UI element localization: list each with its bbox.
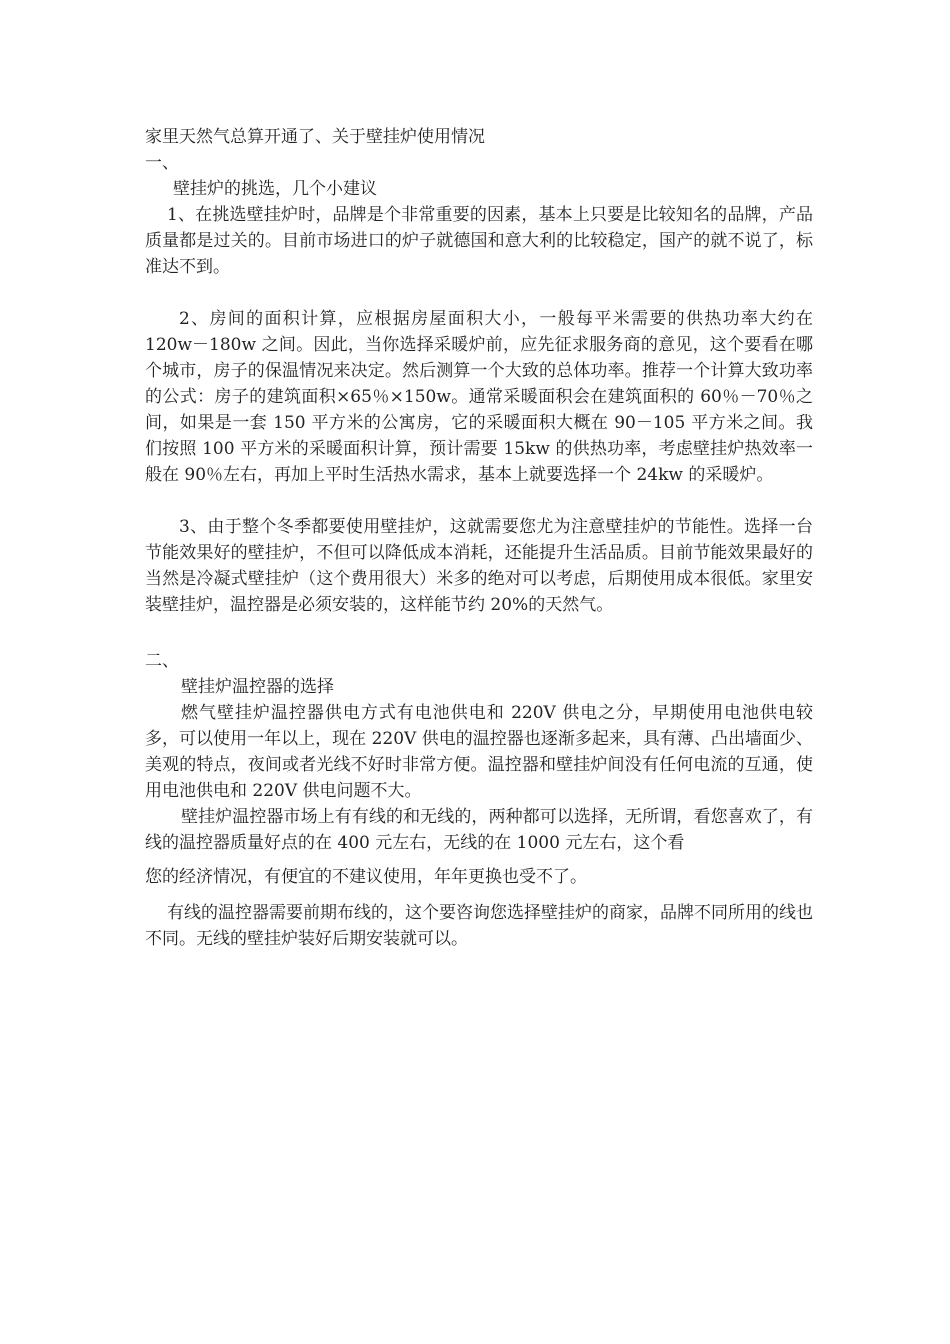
section-1-paragraph-3: 3、由于整个冬季都要使用壁挂炉，这就需要您尤为注意壁挂炉的节能性。选择一台节能效果好的壁挂炉，不但可以降低成本消耗，还能提升生活品质。目前节能效果最好的当然是冷凝式壁挂炉（这个费用很大）米多的绝对可以考虑，后期使用成本很低。家里安装壁挂炉，温控器是必须安装的，这样能节约 20%的天然气。 [145,517,813,615]
section-2-paragraph-2a: 壁挂炉温控器市场上有有线的和无线的，两种都可以选择，无所谓，看您喜欢了，有线的温控器质量好点的在 400 元左右，无线的在 1000 元左右，这个看 [145,807,813,853]
section-1-paragraph-2: 2、房间的面积计算，应根据房屋面积大小，一般每平米需要的供热功率大约在 120w－180w 之间。因此，当你选择采暖炉前，应先征求服务商的意见，这个要看在哪个城市，房子的保温情况来决定。然后测算一个大致的总体功率。推荐一个计算大致功率的公式：房子的建筑面积×65％×150w。通常采暖面积会在建筑面积的 60％－70％之间，如果是一套 150 平方米的公寓房，它的采暖面积大概在 90－105 平方米之间。我们按照 100 平方米的采暖面积计算，预计需要 15kw 的供热功率，考虑壁挂炉热效率一般在 90％左右，再加上平时生活热水需求，基本上就要选择一个 24kw 的采暖炉。 [145,309,813,485]
section-2-paragraph-2b: 您的经济情况，有便宜的不建议使用，年年更换也受不了。 [145,867,587,887]
section-2-paragraph-3: 有线的温控器需要前期布线的，这个要咨询您选择壁挂炉的商家，品牌不同所用的线也不同。无线的壁挂炉装好后期安装就可以。 [145,903,813,949]
section-1-paragraph-1: 1、在挑选壁挂炉时，品牌是个非常重要的因素，基本上只要是比较知名的品牌，产品质量都是过关的。目前市场进口的炉子就德国和意大利的比较稳定，国产的就不说了，标准达不到。 [145,205,813,277]
section-2-number: 二、 [145,651,179,671]
document-title: 家里天然气总算开通了、关于壁挂炉使用情况 [145,127,485,147]
section-1-heading: 壁挂炉的挑选，几个小建议 [173,179,377,199]
document-page [145,124,813,952]
section-2-heading: 壁挂炉温控器的选择 [181,677,334,697]
section-1-number: 一、 [145,153,179,173]
section-2-paragraph-1: 燃气壁挂炉温控器供电方式有电池供电和 220V 供电之分，早期使用电池供电较多，可以使用一年以上，现在 220V 供电的温控器也逐渐多起来，具有薄、凸出墙面少、美观的特点，夜间或者光线不好时非常方便。温控器和壁挂炉间没有任何电流的互通，使用电池供电和 220V 供电问题不大。 [145,703,813,801]
